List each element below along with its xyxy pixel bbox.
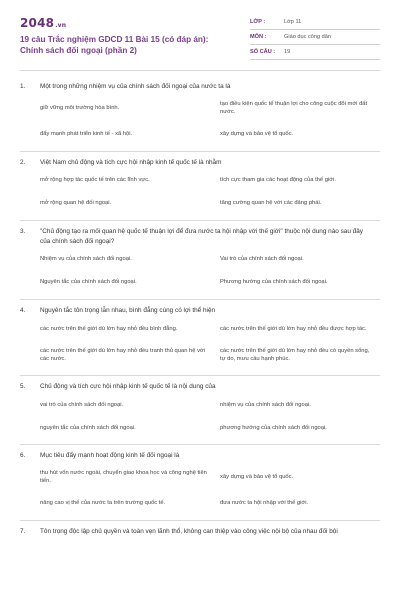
answer-option[interactable]: xây dựng và bảo vệ tổ quốc. xyxy=(220,474,294,481)
question-list xyxy=(0,76,400,548)
question-body: Nguyên tắc tôn trọng lẫn nhau, bình đẳng cùng có lợi thể hiện xyxy=(40,307,216,315)
question-number: 1. xyxy=(20,83,26,90)
meta-row-grade xyxy=(250,15,380,30)
question-body: "Chủ động tạo ra mối quan hệ quốc tế thuận lợi để đưa nước ta hội nhập với thế giới" thuộc nội dung nào sau đây của chính sách đối ngoại? xyxy=(40,228,363,245)
question-item xyxy=(20,445,380,521)
answer-option[interactable]: Vai trò của chính sách đối ngoại. xyxy=(220,256,304,263)
answer-options xyxy=(40,250,380,292)
meta-value: Giáo dục công dân xyxy=(284,34,331,40)
answer-option[interactable]: các nước trên thế giới dù lớn hay nhỏ đều tranh thủ quan hệ với các nước. xyxy=(40,347,206,363)
answer-option[interactable]: các nước trên thế giới dù lớn hay nhỏ đều có quyền sống, tự do, mưu cầu hạnh phúc. xyxy=(220,347,370,363)
answer-options xyxy=(40,96,380,144)
answer-option[interactable]: đẩy mạnh phát triển kinh tế - xã hội. xyxy=(40,130,133,137)
question-number: 2. xyxy=(20,158,26,166)
question-number: 6. xyxy=(20,452,26,460)
answer-option[interactable]: mở rộng quan hệ đối ngoại. xyxy=(40,200,112,207)
meta-row-subject xyxy=(250,30,380,45)
question-text xyxy=(20,382,380,392)
meta-table xyxy=(250,15,380,60)
question-item xyxy=(20,76,380,152)
answer-option[interactable]: các nước trên thế giới dù lớn hay nhỏ đều được hợp tác. xyxy=(220,325,367,332)
answer-option[interactable]: tăng cường quan hệ với các đảng phái. xyxy=(220,200,322,207)
answer-option[interactable]: phương hướng của chính sách đối ngoại. xyxy=(220,424,327,431)
answer-option[interactable]: xây dựng và bảo vệ tổ quốc. xyxy=(220,130,294,137)
logo-number: 2048 xyxy=(20,16,55,30)
question-body: Chủ động và tích cực hội nhập kinh tế quốc tế là nội dung của xyxy=(40,382,216,390)
answer-option[interactable]: nguyên tắc của chính sách đối ngoại. xyxy=(40,424,136,431)
question-body: Mục tiêu đẩy mạnh hoạt động kinh tế đối ngoại là xyxy=(40,452,180,460)
answer-option[interactable]: Phương hướng của chính sách đối ngoại. xyxy=(220,279,328,286)
answer-option[interactable]: tích cực tham gia các hoạt động của thế giới. xyxy=(220,177,336,184)
logo-suffix: .vn xyxy=(55,22,67,29)
question-number: 3. xyxy=(20,228,26,236)
answer-option[interactable]: đưa nước ta hội nhập với thế giới. xyxy=(220,500,309,507)
answer-options xyxy=(40,320,380,368)
question-text xyxy=(20,527,380,537)
header-divider xyxy=(20,70,380,71)
answer-option[interactable]: thu hút vốn nước ngoài, chuyển giao khoa học và công nghệ tiên tiến. xyxy=(40,469,207,485)
question-text xyxy=(20,227,380,246)
answer-option[interactable]: nhiệm vụ của chính sách đối ngoại. xyxy=(220,401,311,408)
meta-key: MÔN : xyxy=(250,34,267,40)
meta-key: LỚP : xyxy=(250,19,266,25)
answer-option[interactable]: nâng cao vị thế của nước ta trên trường quốc tế. xyxy=(40,500,166,507)
answer-options xyxy=(40,171,380,213)
question-text xyxy=(20,82,380,92)
answer-option[interactable]: các nước trên thế giới dù lớn hay nhỏ đều bình đẳng. xyxy=(40,325,178,332)
question-number: 4. xyxy=(20,307,26,315)
answer-option[interactable]: vai trò của chính sách đối ngoại. xyxy=(40,401,124,408)
question-item xyxy=(20,221,380,300)
answer-option[interactable]: mở rộng hợp tác quốc tế trên các lĩnh vực. xyxy=(40,177,150,184)
question-text xyxy=(20,158,380,168)
answer-options xyxy=(40,465,380,513)
question-text xyxy=(20,306,380,316)
question-body: Việt Nam chủ động và tích cực hội nhập kinh tế quốc tế là nhằm xyxy=(40,158,222,166)
answer-options xyxy=(40,395,380,437)
question-item xyxy=(20,521,380,548)
question-number: 7. xyxy=(20,528,26,536)
document-title: 19 câu Trắc nghiệm GDCD 11 Bài 15 (có đáp án): Chính sách đối ngoại (phần 2) xyxy=(20,35,209,55)
answer-option[interactable]: tạo điều kiện quốc tế thuận lợi cho công cuộc đổi mới đất nước. xyxy=(220,100,368,116)
answer-option[interactable]: Nhiệm vụ của chính sách đối ngoại. xyxy=(40,256,132,263)
question-item xyxy=(20,376,380,446)
question-text xyxy=(20,451,380,461)
header xyxy=(0,0,400,64)
meta-row-count xyxy=(250,45,380,60)
question-number: 5. xyxy=(20,382,26,390)
site-logo[interactable] xyxy=(20,16,66,30)
meta-key: SỐ CÂU : xyxy=(250,49,276,55)
answer-option[interactable]: giữ vững môi trường hòa bình. xyxy=(40,104,120,111)
question-item xyxy=(20,300,380,376)
question-body: Tôn trọng độc lập chủ quyền và toàn vẹn lãnh thổ, không can thiệp vào công việc nội bộ của nhau đối bội xyxy=(40,528,338,536)
meta-value: 19 xyxy=(284,49,291,55)
question-body: Một trong những nhiệm vụ của chính sách đối ngoại của nước ta là xyxy=(40,83,231,90)
answer-option[interactable]: Nguyên tắc của chính sách đối ngoại. xyxy=(40,279,137,286)
meta-value: Lớp 11 xyxy=(284,19,302,25)
question-item xyxy=(20,152,380,222)
